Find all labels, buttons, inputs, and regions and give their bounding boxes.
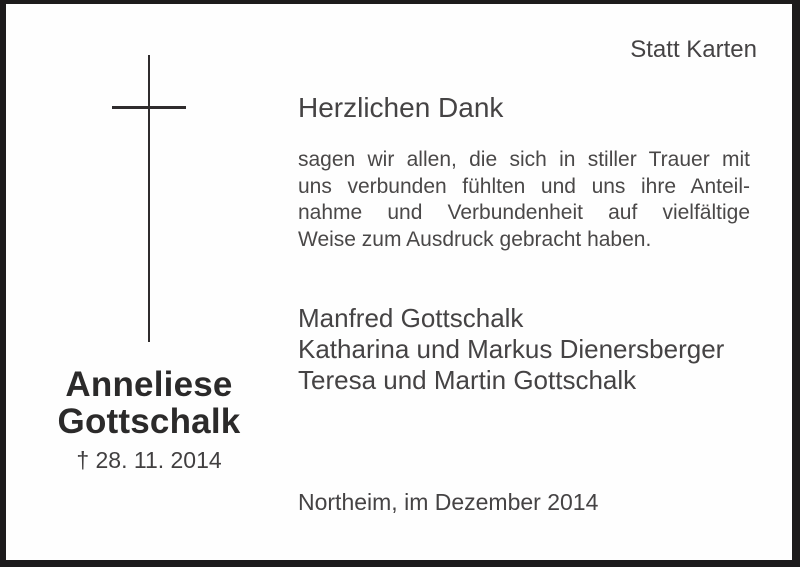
paragraph-line: sagen wir allen, die sich in stiller Trauer mit [298, 148, 750, 171]
paragraph-line: Weise zum Ausdruck gebracht haben. [298, 228, 652, 252]
cross-horizontal-bar [112, 106, 186, 109]
thanks-paragraph [298, 147, 750, 254]
mourners-list [298, 303, 750, 396]
cross-vertical-bar [148, 55, 150, 342]
statt-karten-label: Statt Karten [630, 36, 757, 63]
mourner-line: Katharina und Markus Dienersberger [298, 334, 725, 364]
paragraph-line: nahme und Verbundenheit auf vielfältige [298, 201, 750, 225]
thanks-heading: Herzlichen Dank [298, 92, 504, 123]
deceased-last-name: Gottschalk [57, 402, 241, 441]
death-date: † 28. 11. 2014 [76, 447, 222, 473]
mourner-line: Teresa und Martin Gottschalk [298, 365, 637, 395]
deceased-first-name: Anneliese [65, 365, 233, 404]
paragraph-line: uns verbunden fühlten und uns ihre Anteil- [298, 174, 750, 198]
place-date-line: Northeim, im Dezember 2014 [298, 489, 599, 515]
mourner-line: Manfred Gottschalk [298, 303, 524, 333]
deceased-name [20, 366, 278, 440]
